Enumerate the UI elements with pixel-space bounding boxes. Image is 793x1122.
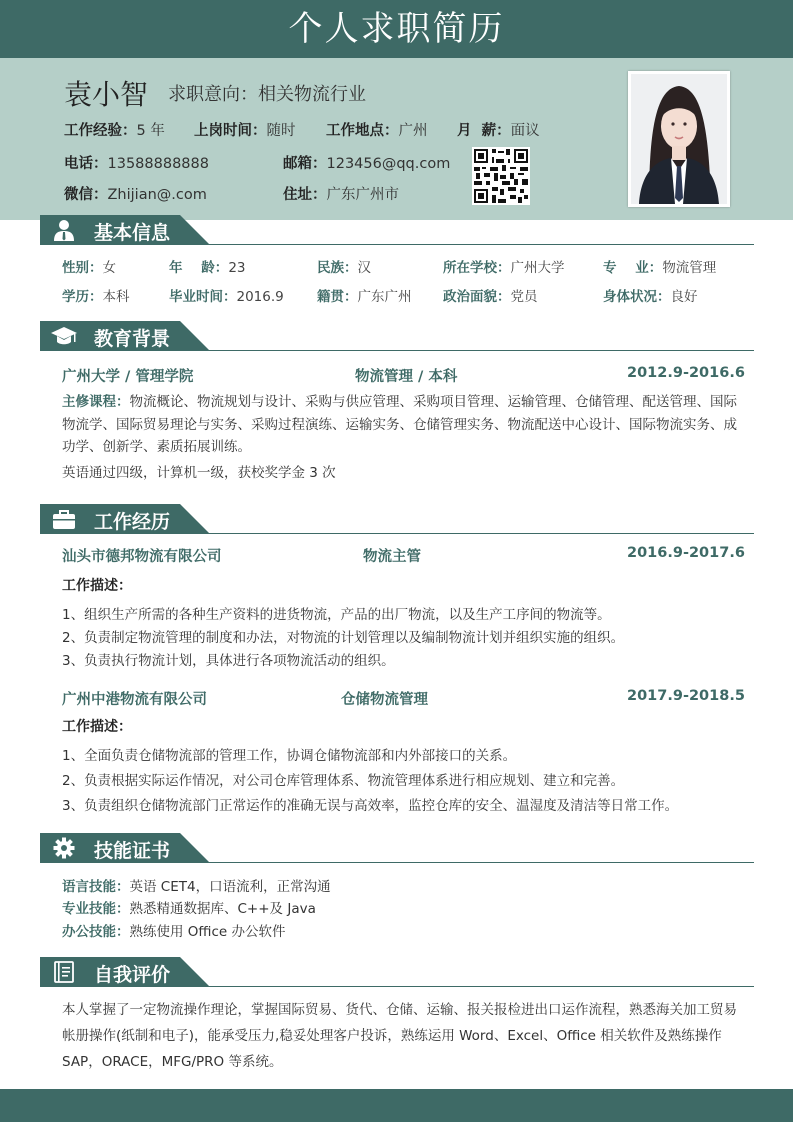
- profile-photo: [628, 71, 730, 207]
- basic-ethnic: 民族：汉: [317, 260, 371, 276]
- edu-extra: 英语通过四级，计算机一级，获校奖学金 3 次: [62, 465, 336, 481]
- basic-health: 身体状况：良好: [603, 289, 698, 305]
- resume-title: 个人求职简历: [0, 0, 793, 58]
- job-desc-item: 3、负责执行物流计划，具体进行各项物流活动的组织。: [62, 653, 395, 669]
- address: 住址：广东广州市: [283, 187, 399, 203]
- salary: 月 薪：面议: [457, 123, 540, 139]
- basic-degree: 学历：本科: [62, 289, 130, 305]
- job-desc-item: 1、全面负责仓储物流部的管理工作，协调仓储物流部和内外部接口的关系。: [62, 748, 517, 764]
- graduation-cap-icon: [50, 325, 78, 347]
- wechat: 微信：Zhijian@.com: [64, 187, 207, 203]
- job-position: 仓储物流管理: [341, 692, 428, 708]
- section-divider: [40, 350, 754, 351]
- phone: 电话：13588888888: [64, 156, 209, 172]
- experience: 工作经验：5 年: [64, 123, 165, 139]
- job-period: 2017.9-2018.5: [627, 688, 745, 704]
- person-icon: [50, 219, 78, 241]
- basic-native: 籍贯：广东广州: [317, 289, 412, 305]
- section-divider: [40, 244, 754, 245]
- footer-bar: [0, 1089, 793, 1122]
- job-desc-label: 工作描述：: [62, 719, 132, 735]
- edu-major: 物流管理 / 本科: [355, 369, 458, 385]
- job-desc-item: 2、负责制定物流管理的制度和办法，对物流的计划管理以及编制物流计划并组织实施的组织。: [62, 630, 625, 646]
- email: 邮箱：123456@qq.com: [283, 156, 451, 172]
- name: 袁小智: [64, 78, 149, 111]
- section-basic-title: 基本信息: [94, 222, 171, 244]
- section-skills-title: 技能证书: [94, 840, 171, 862]
- section-self-title: 自我评价: [94, 964, 171, 986]
- work-location: 工作地点：广州: [326, 123, 428, 139]
- job-desc-label: 工作描述：: [62, 578, 132, 594]
- section-education-title: 教育背景: [94, 328, 171, 350]
- job-desc-item: 1、组织生产所需的各种生产资料的进货物流，产品的出厂物流，以及生产工序间的物流等。: [62, 607, 611, 623]
- basic-age: 年 龄：23: [169, 260, 246, 276]
- edu-period: 2012.9-2016.6: [627, 365, 745, 381]
- gear-icon: [50, 837, 78, 859]
- basic-major: 专 业：物流管理: [603, 260, 717, 276]
- section-divider: [40, 862, 754, 863]
- portrait-icon: [631, 74, 727, 204]
- notebook-icon: [50, 961, 78, 983]
- skill-office: 办公技能：熟练使用 Office 办公软件: [62, 924, 286, 940]
- basic-gender: 性别：女: [62, 260, 116, 276]
- job-period: 2016.9-2017.6: [627, 545, 745, 561]
- job-position: 物流主管: [363, 549, 421, 565]
- job-company: 汕头市德邦物流有限公司: [62, 549, 222, 565]
- job-desc-item: 2、负责根据实际运作情况，对公司仓库管理体系、物流管理体系进行相应规划、建立和完善。: [62, 773, 625, 789]
- briefcase-icon: [50, 508, 78, 530]
- skill-professional: 专业技能：熟悉精通数据库、C++及 Java: [62, 901, 316, 917]
- job-intent: 求职意向：相关物流行业: [168, 84, 366, 105]
- section-work-title: 工作经历: [94, 511, 171, 533]
- basic-political: 政治面貌：党员: [443, 289, 538, 305]
- section-divider: [40, 533, 754, 534]
- edu-courses: 主修课程：物流概论、物流规划与设计、采购与供应管理、采购项目管理、运输管理、仓储管理、配送管理、国际物流学、国际贸易理论与实务、采购过程演练、运输实务、仓储管理实务、物流配送中心设计、国际物流实务、成功学、创新学、素质拓展训练。: [62, 394, 737, 455]
- basic-school: 所在学校：广州大学: [443, 260, 565, 276]
- edu-school: 广州大学 / 管理学院: [62, 369, 194, 385]
- qr-code: [472, 147, 530, 205]
- skill-language: 语言技能：英语 CET4，口语流利，正常沟通: [62, 879, 331, 895]
- start-time: 上岗时间：随时: [194, 123, 296, 139]
- job-company: 广州中港物流有限公司: [62, 692, 207, 708]
- qr-code-icon: [472, 147, 530, 205]
- self-evaluation: 本人掌握了一定物流操作理论，掌握国际贸易、货代、仓储、运输、报关报检进出口运作流程，熟悉海关加工贸易帐册操作(纸制和电子)，能承受压力,稳妥处理客户投诉，熟练运用 Word、Excel、Office 相关软件及熟练操作 SAP，ORACE，MFG/PRO 等系统。: [62, 1002, 737, 1070]
- basic-grad: 毕业时间：2016.9: [169, 289, 284, 305]
- section-divider: [40, 986, 754, 987]
- job-desc-item: 3、负责组织仓储物流部门正常运作的准确无误与高效率，监控仓库的安全、温湿度及清洁等日常工作。: [62, 798, 679, 814]
